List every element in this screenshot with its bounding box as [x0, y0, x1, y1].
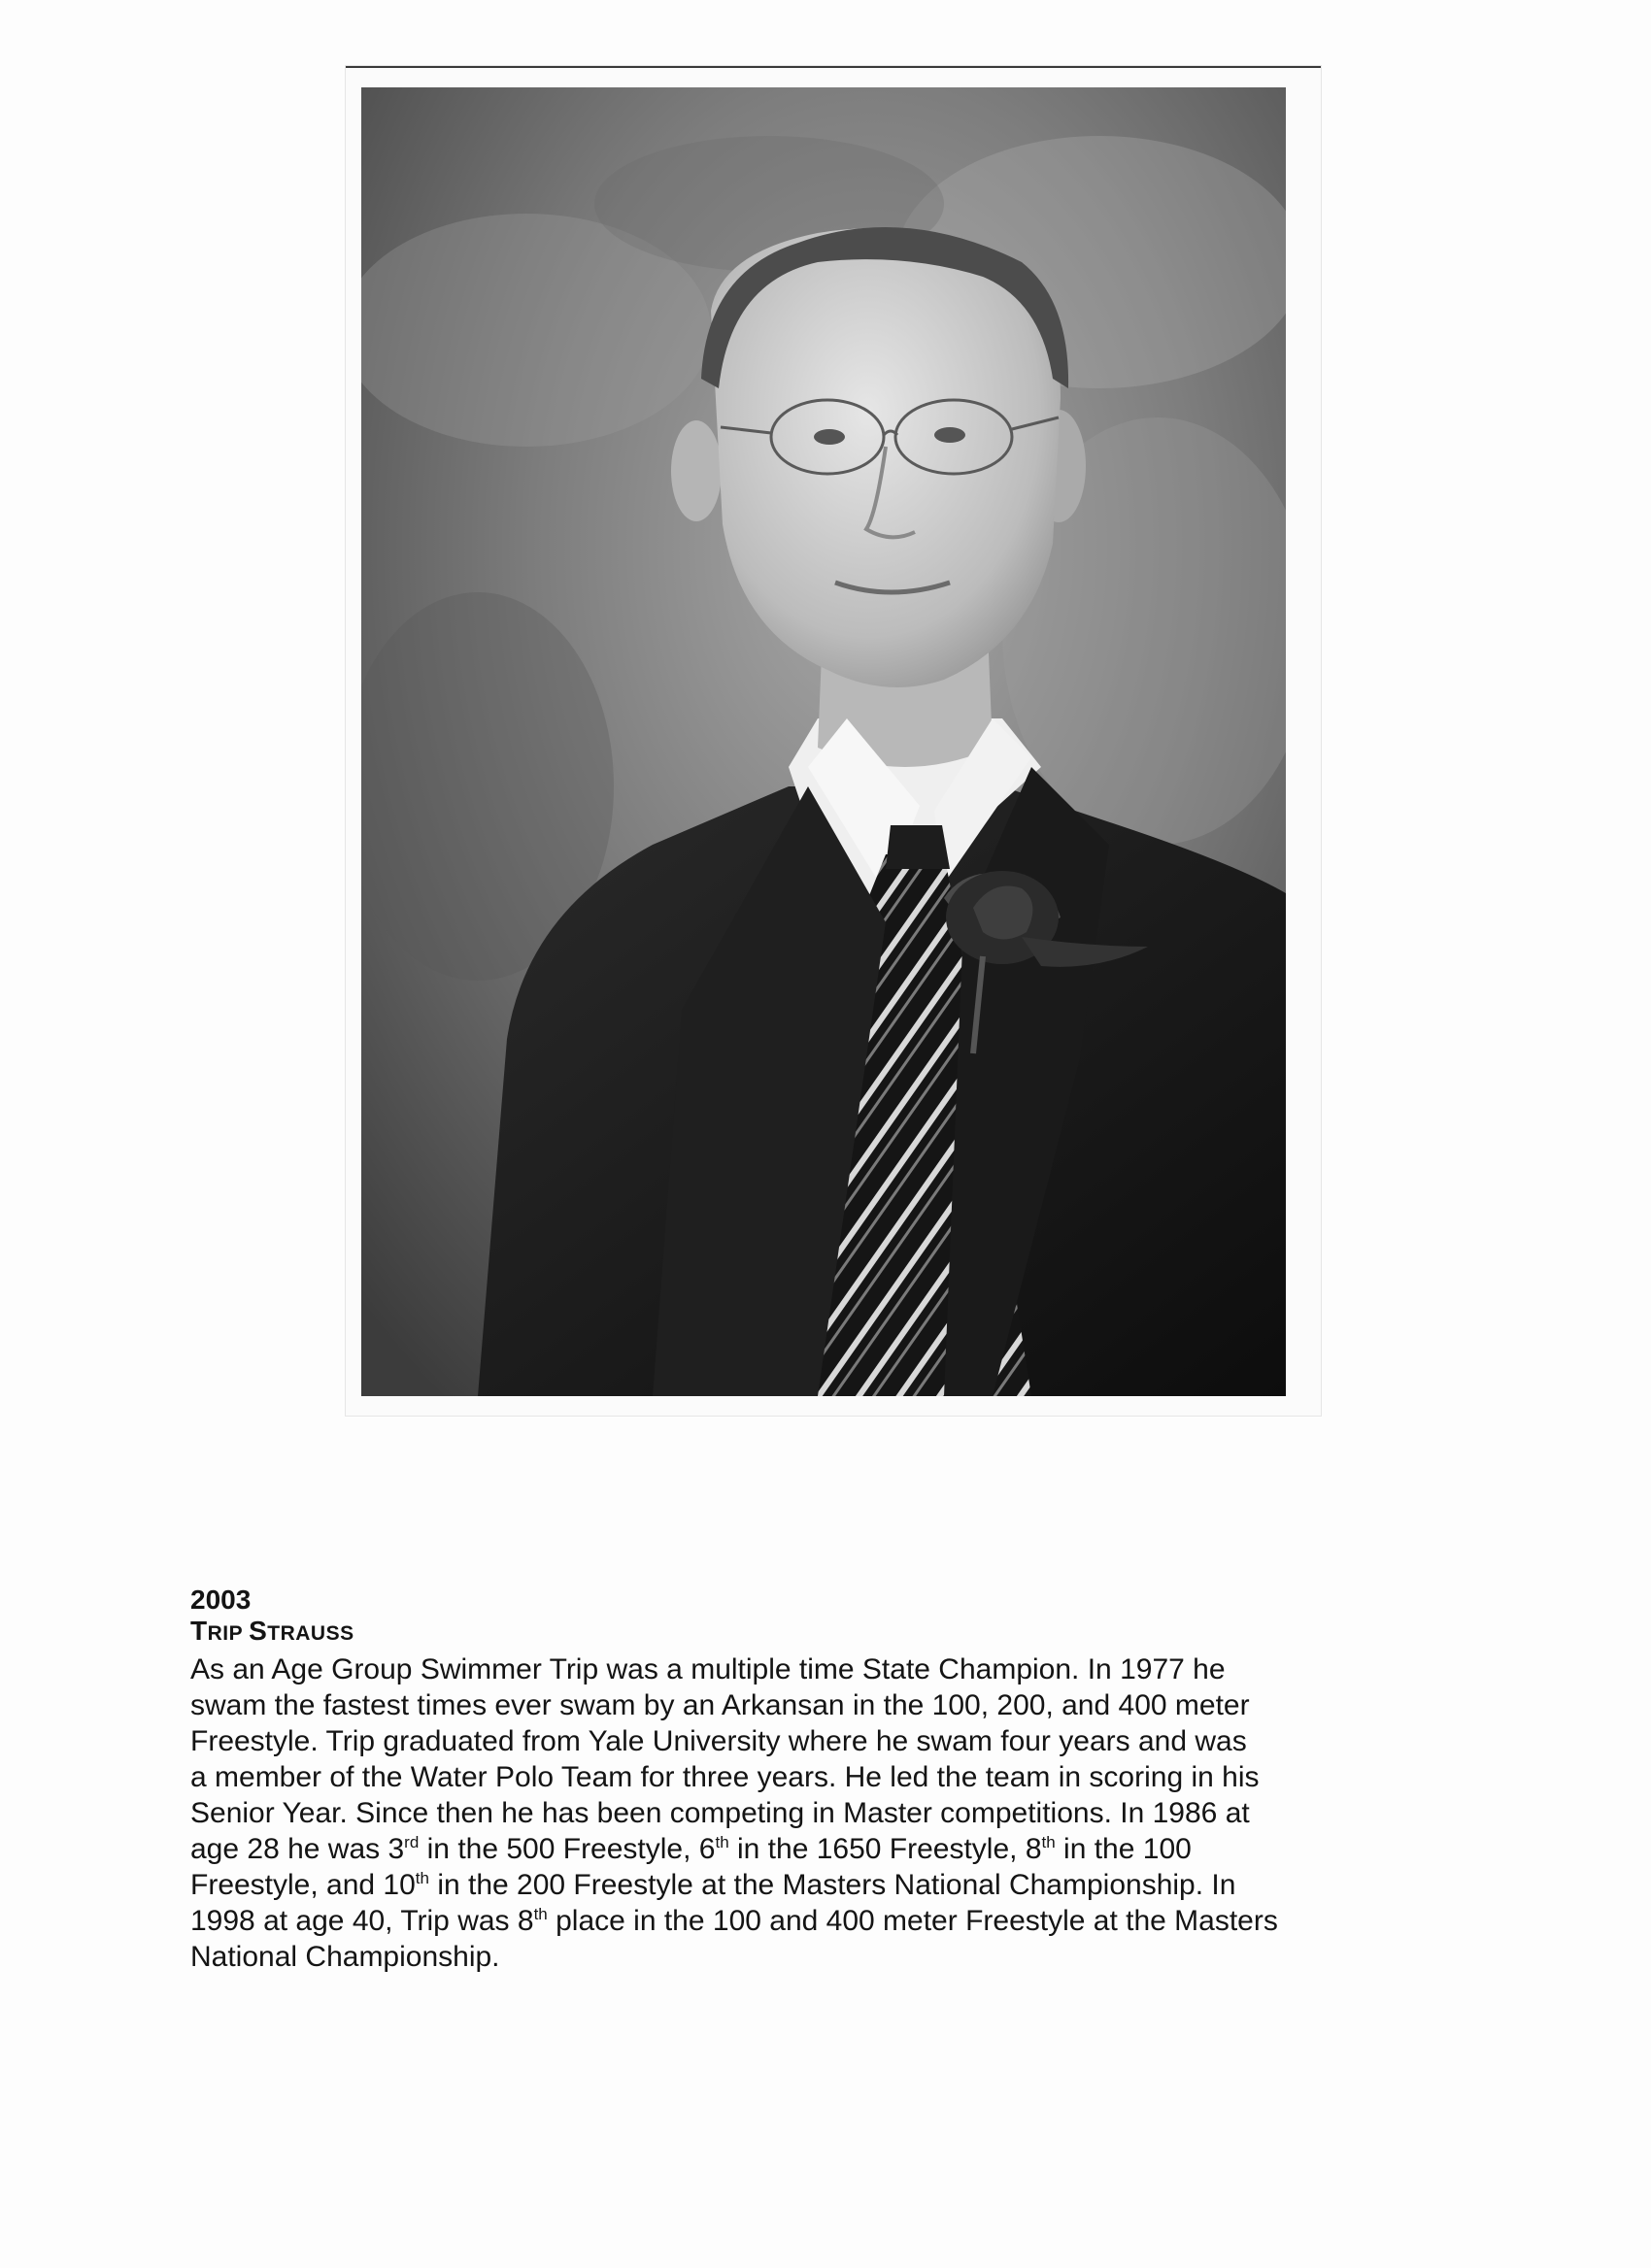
- bio-text-segment: place in the 100 and 400 meter Freestyle at the Masters: [547, 1905, 1278, 1937]
- bio-line: [190, 1759, 1453, 1795]
- bio-text-segment: As an Age Group Swimmer Trip was a multiple time State Champion. In 1977 he: [190, 1653, 1226, 1685]
- ordinal-suffix: th: [715, 1833, 729, 1851]
- portrait-photo: [361, 87, 1286, 1396]
- photo-mat: [346, 66, 1321, 1416]
- bio-text-segment: in the 500 Freestyle, 6: [419, 1833, 716, 1865]
- bio-text-segment: Freestyle. Trip graduated from Yale University where he swam four years and was: [190, 1725, 1247, 1757]
- ordinal-suffix: th: [1041, 1833, 1056, 1851]
- ordinal-suffix: th: [533, 1905, 548, 1923]
- induction-year: 2003: [190, 1584, 252, 1615]
- bio-text-segment: in the 200 Freestyle at the Masters National Championship. In: [428, 1869, 1236, 1901]
- bio-caption: [190, 1584, 1453, 1975]
- bio-text-segment: age 28 he was 3: [190, 1833, 405, 1865]
- bio-text-segment: Senior Year. Since then he has been competing in Master competitions. In 1986 at: [190, 1797, 1250, 1829]
- bio-line: [190, 1903, 1453, 1939]
- bio-text-segment: swam the fastest times ever swam by an Arkansan in the 100, 200, and 400 meter: [190, 1689, 1250, 1721]
- bio-text-segment: a member of the Water Polo Team for three years. He led the team in scoring in his: [190, 1761, 1260, 1793]
- bio-text-segment: Freestyle, and 10: [190, 1869, 416, 1901]
- bio-line: [190, 1651, 1453, 1687]
- bio-line: [190, 1795, 1453, 1831]
- ordinal-suffix: rd: [404, 1833, 420, 1851]
- bio-text-segment: in the 1650 Freestyle, 8: [728, 1833, 1042, 1865]
- bio-line: [190, 1939, 1453, 1975]
- bio-line: [190, 1867, 1453, 1903]
- portrait-illustration: [361, 87, 1286, 1396]
- bio-line: [190, 1723, 1453, 1759]
- bio-text-segment: in the 100: [1055, 1833, 1192, 1865]
- bio-paragraph: [190, 1651, 1453, 1975]
- bio-line: [190, 1831, 1453, 1867]
- bio-text-segment: 1998 at age 40, Trip was 8: [190, 1905, 534, 1937]
- bio-text-segment: National Championship.: [190, 1941, 500, 1973]
- bio-line: [190, 1687, 1453, 1723]
- ordinal-suffix: th: [415, 1869, 429, 1887]
- honoree-name: TRIP STRAUSS: [190, 1616, 354, 1646]
